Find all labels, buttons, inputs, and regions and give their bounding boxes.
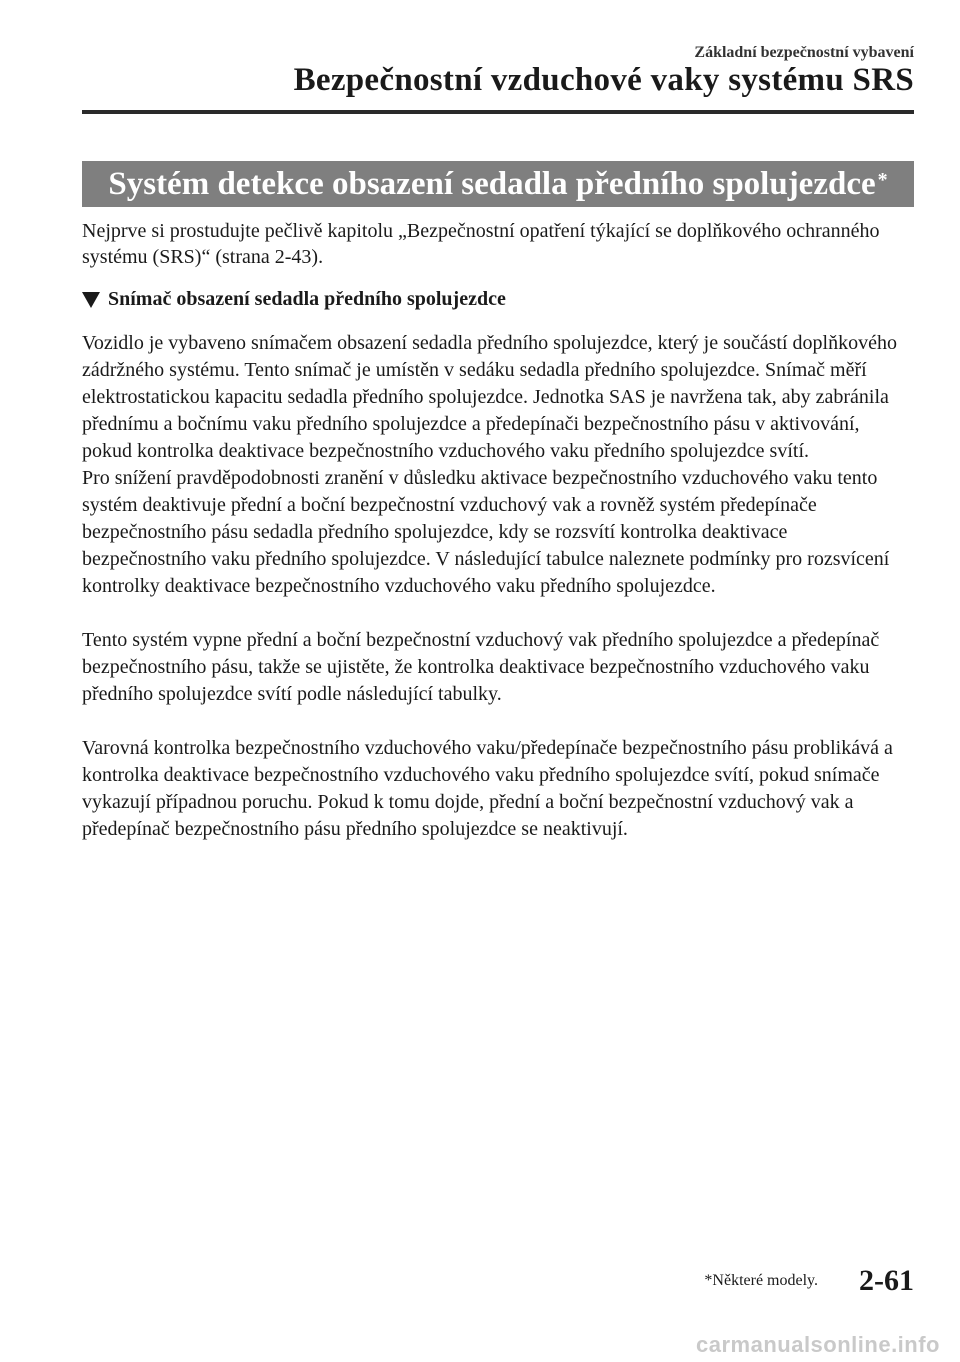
- section-asterisk: *: [877, 168, 888, 191]
- section-title: Systém detekce obsazení sedadla předního spolujezdce: [108, 165, 876, 202]
- running-header-subtitle: Základní bezpečnostní vybavení: [694, 44, 914, 61]
- triangle-down-icon: [82, 292, 100, 308]
- paragraph: Pro snížení pravděpodobnosti zranění v důsledku aktivace bezpečnostního vzduchového vaku tento systém deaktivuje přední a boční bezpečnostní vzduchový vak a rovněž systém předepínače bezpečnostního pásu sedadla předního spolujezdce, kdy se rozsvítí kontrolka deaktivace bezpečnostního vaku předního spolujezdce. V následující tabulce naleznete podmínky pro rozsvícení kontrolky deaktivace bezpečnostního vzduchového vaku předního spolujezdce.: [82, 467, 890, 597]
- page-number: 2-61: [859, 1264, 914, 1297]
- subsection-heading: [82, 288, 506, 311]
- intro-text: Nejprve si prostudujte pečlivě kapitolu „Bezpečnostní opatření týkající se doplňkového ochranného systému (SRS)“ (strana 2-43).: [82, 220, 880, 268]
- header-rule: [82, 110, 914, 114]
- body-text: [82, 330, 914, 843]
- paragraph: Tento systém vypne přední a boční bezpečnostní vzduchový vak předního spolujezdce a předepínač bezpečnostního pásu, takže se ujistěte, že kontrolka deaktivace bezpečnostního vzduchového vaku předního spolujezdce svítí podle následující tabulky.: [82, 629, 880, 705]
- watermark: carmanualsonline.info: [696, 1332, 940, 1357]
- paragraph: Varovná kontrolka bezpečnostního vzduchového vaku/předepínače bezpečnostního pásu problikává a kontrolka deaktivace bezpečnostního vzduchového vaku předního spolujezdce svítí, pokud snímače vykazují případnou poruchu. Pokud k tomu dojde, přední a boční bezpečnostní vzduchový vak a předepínač bezpečnostního pásu předního spolujezdce se neaktivují.: [82, 737, 893, 840]
- paragraph: Vozidlo je vybaveno snímačem obsazení sedadla předního spolujezdce, který je součástí doplňkového zádržného systému. Tento snímač je umístěn v sedáku sedadla předního spolujezdce. Snímač měří elektrostatickou kapacitu sedadla předního spolujezdce. Jednotka SAS je navržena tak, aby zabránila přednímu a bočnímu vaku předního spolujezdce a předepínači bezpečnostního pásu v aktivování, pokud kontrolka deaktivace bezpečnostního vzduchového vaku předního spolujezdce svítí.: [82, 332, 897, 462]
- subsection-title: Snímač obsazení sedadla předního spolujezdce: [108, 288, 506, 310]
- footnote: *Některé modely.: [704, 1272, 818, 1289]
- running-header-title: Bezpečnostní vzduchové vaky systému SRS: [293, 62, 914, 98]
- section-banner: [82, 161, 914, 207]
